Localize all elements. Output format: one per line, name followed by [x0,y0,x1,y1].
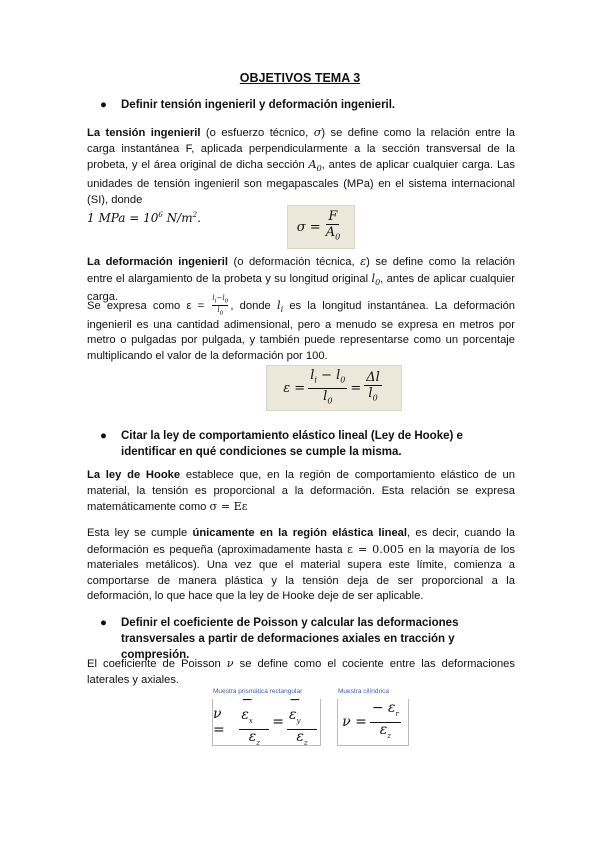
text: −l [216,294,225,302]
text: El coeficiente de Poisson [87,658,227,670]
term-deformation: La deformación ingenieril [87,256,228,268]
text: ε [248,729,257,745]
formula-lhs: σ = [296,219,321,235]
term-tension: La tensión ingenieril [87,127,201,139]
text: ε [379,721,388,738]
formula-lhs: ν = [213,706,225,738]
subscript: z [303,738,308,747]
text: ) se define como la relación entre el alargamiento de la probeta y su longitud original [87,256,516,285]
poisson-formula-rectangular [212,692,321,747]
denominator: A [325,225,336,241]
subscript: r [395,709,399,718]
text: − ε [241,692,254,724]
length-symbol: l [371,271,376,285]
subscript: 0 [219,310,224,317]
text: se define como el cociente entre las deformaciones laterales y axiales. [87,658,515,686]
equals: = [350,380,362,396]
text: l [310,367,315,383]
objective-1-text: Definir tensión ingenieril y deformación ingenieril. [121,99,396,111]
fraction [364,370,382,406]
text: (o deformación técnica, [227,256,361,268]
bullet-icon: ● [100,430,107,442]
text: , antes de aplicar cualquier carga. [87,272,515,304]
text: 1 MPa = 10 [87,211,159,226]
tension-formula [287,205,355,249]
deformation-formula [266,365,402,411]
text: es la longitud instantánea. La deformación ingenieril es una cantidad adimensional, pero a menudo se expresa en metros por metro o pulgadas por pulgada, y también puede representarse como un porcentaje multiplicando el valor de la deformación por 100. [87,299,516,362]
emphasis: únicamente en la región elástica lineal [192,527,408,539]
subscript: 0 [327,396,333,406]
subscript: 0 [316,164,322,174]
superscript: 2 [192,211,198,220]
equals: = [272,714,285,730]
text: , donde [230,299,277,312]
fraction [287,693,317,751]
fraction [324,209,342,245]
subscript: i [214,298,217,305]
text: ) se define como la relación entre la carga instantánea F, aplicada perpendicularmente a la sección transversal de la probeta, y el área original de dicha sección [87,127,515,172]
hooke-law-paragraph [87,468,515,516]
text: l [368,386,373,402]
area-symbol: A [308,158,317,172]
subscript: 0 [340,375,346,385]
text: − ε [289,692,301,724]
objective-1 [100,97,520,113]
sigma-symbol: σ [313,126,322,139]
subscript: z [256,738,260,747]
text: Se expresa como ε = [87,299,205,312]
text: l [323,388,328,404]
text: Esta ley se cumple [87,527,193,539]
caption-cylindrical: Muestra cilíndrica [338,688,389,695]
subscript: 0 [372,393,378,403]
fraction [370,701,401,744]
deformation-expression [87,294,515,365]
strain-limit: ε = 0.005 [347,542,405,556]
subscript: z [387,731,391,740]
objective-2-text: Citar la ley de comportamiento elástico lineal (Ley de Hooke) e identificar en qué condiciones se cumple la misma. [121,430,463,458]
bullet-icon: ● [100,617,107,629]
text: en la mayoría de los materiales metálicos). Una vez que el material supera este límite, comienza a comportarse de manera plástica y la tensión deja de ser proporcional a la deformación, lo que hace que la ley de Hooke deje de ser aplicable. [87,543,515,603]
superscript: 6 [158,211,163,220]
numerator: F [328,209,338,225]
text: . [197,211,201,226]
numerator: Δl [366,370,380,386]
text: ε [296,729,304,745]
text: l [212,294,215,302]
inline-fraction [212,294,228,318]
fraction [308,368,347,408]
subscript: 0 [375,277,381,287]
text: establece que, en la región de comportamiento elástico de un material, la tensión es proporcional a la deformación. Esta relación se expresa matemáticamente como [87,469,515,514]
subscript: y [296,717,301,725]
subscript: 0 [335,232,341,242]
hooke-conditions-paragraph [87,526,515,605]
page-title: OBJETIVOS TEMA 3 [239,71,361,85]
unit-equation [87,211,201,225]
epsilon-symbol: ε [360,255,367,268]
subscript: 0 [224,298,229,305]
objective-3-text: Definir el coeficiente de Poisson y calcular las deformaciones transversales a partir de deformaciones axiales en tracción y compresión. [121,617,459,661]
subscript: i [280,305,284,315]
subscript: x [248,717,253,725]
subscript: i [314,375,317,385]
objective-2 [100,428,520,460]
poisson-formula-cylindrical [337,699,409,746]
text: N/m [162,211,193,226]
text: (o esfuerzo técnico, [200,127,314,139]
caption-rectangular: Muestra prismática rectangular [213,688,303,695]
text: , es decir, cuando la deformación es pequeña (aproximadamente hasta [87,527,515,556]
hooke-equation: σ = Eε [209,500,248,514]
length-symbol: l [276,298,281,312]
term-hooke: La ley de Hooke [87,469,181,481]
text: − l [316,367,341,383]
formula-lhs: ν = [342,714,367,730]
formula-lhs: ε = [283,380,306,396]
bullet-icon: ● [100,99,107,111]
text: l [217,306,220,315]
fraction [239,693,269,751]
text: − ε [371,699,396,716]
objective-3 [100,615,520,661]
poisson-definition [87,656,515,688]
text: , antes de aplicar cualquier carga. Las unidades de tensión ingenieril son megapascales (MPa) en el sistema internacional (SI), donde [87,159,515,206]
nu-symbol: ν [226,657,234,670]
